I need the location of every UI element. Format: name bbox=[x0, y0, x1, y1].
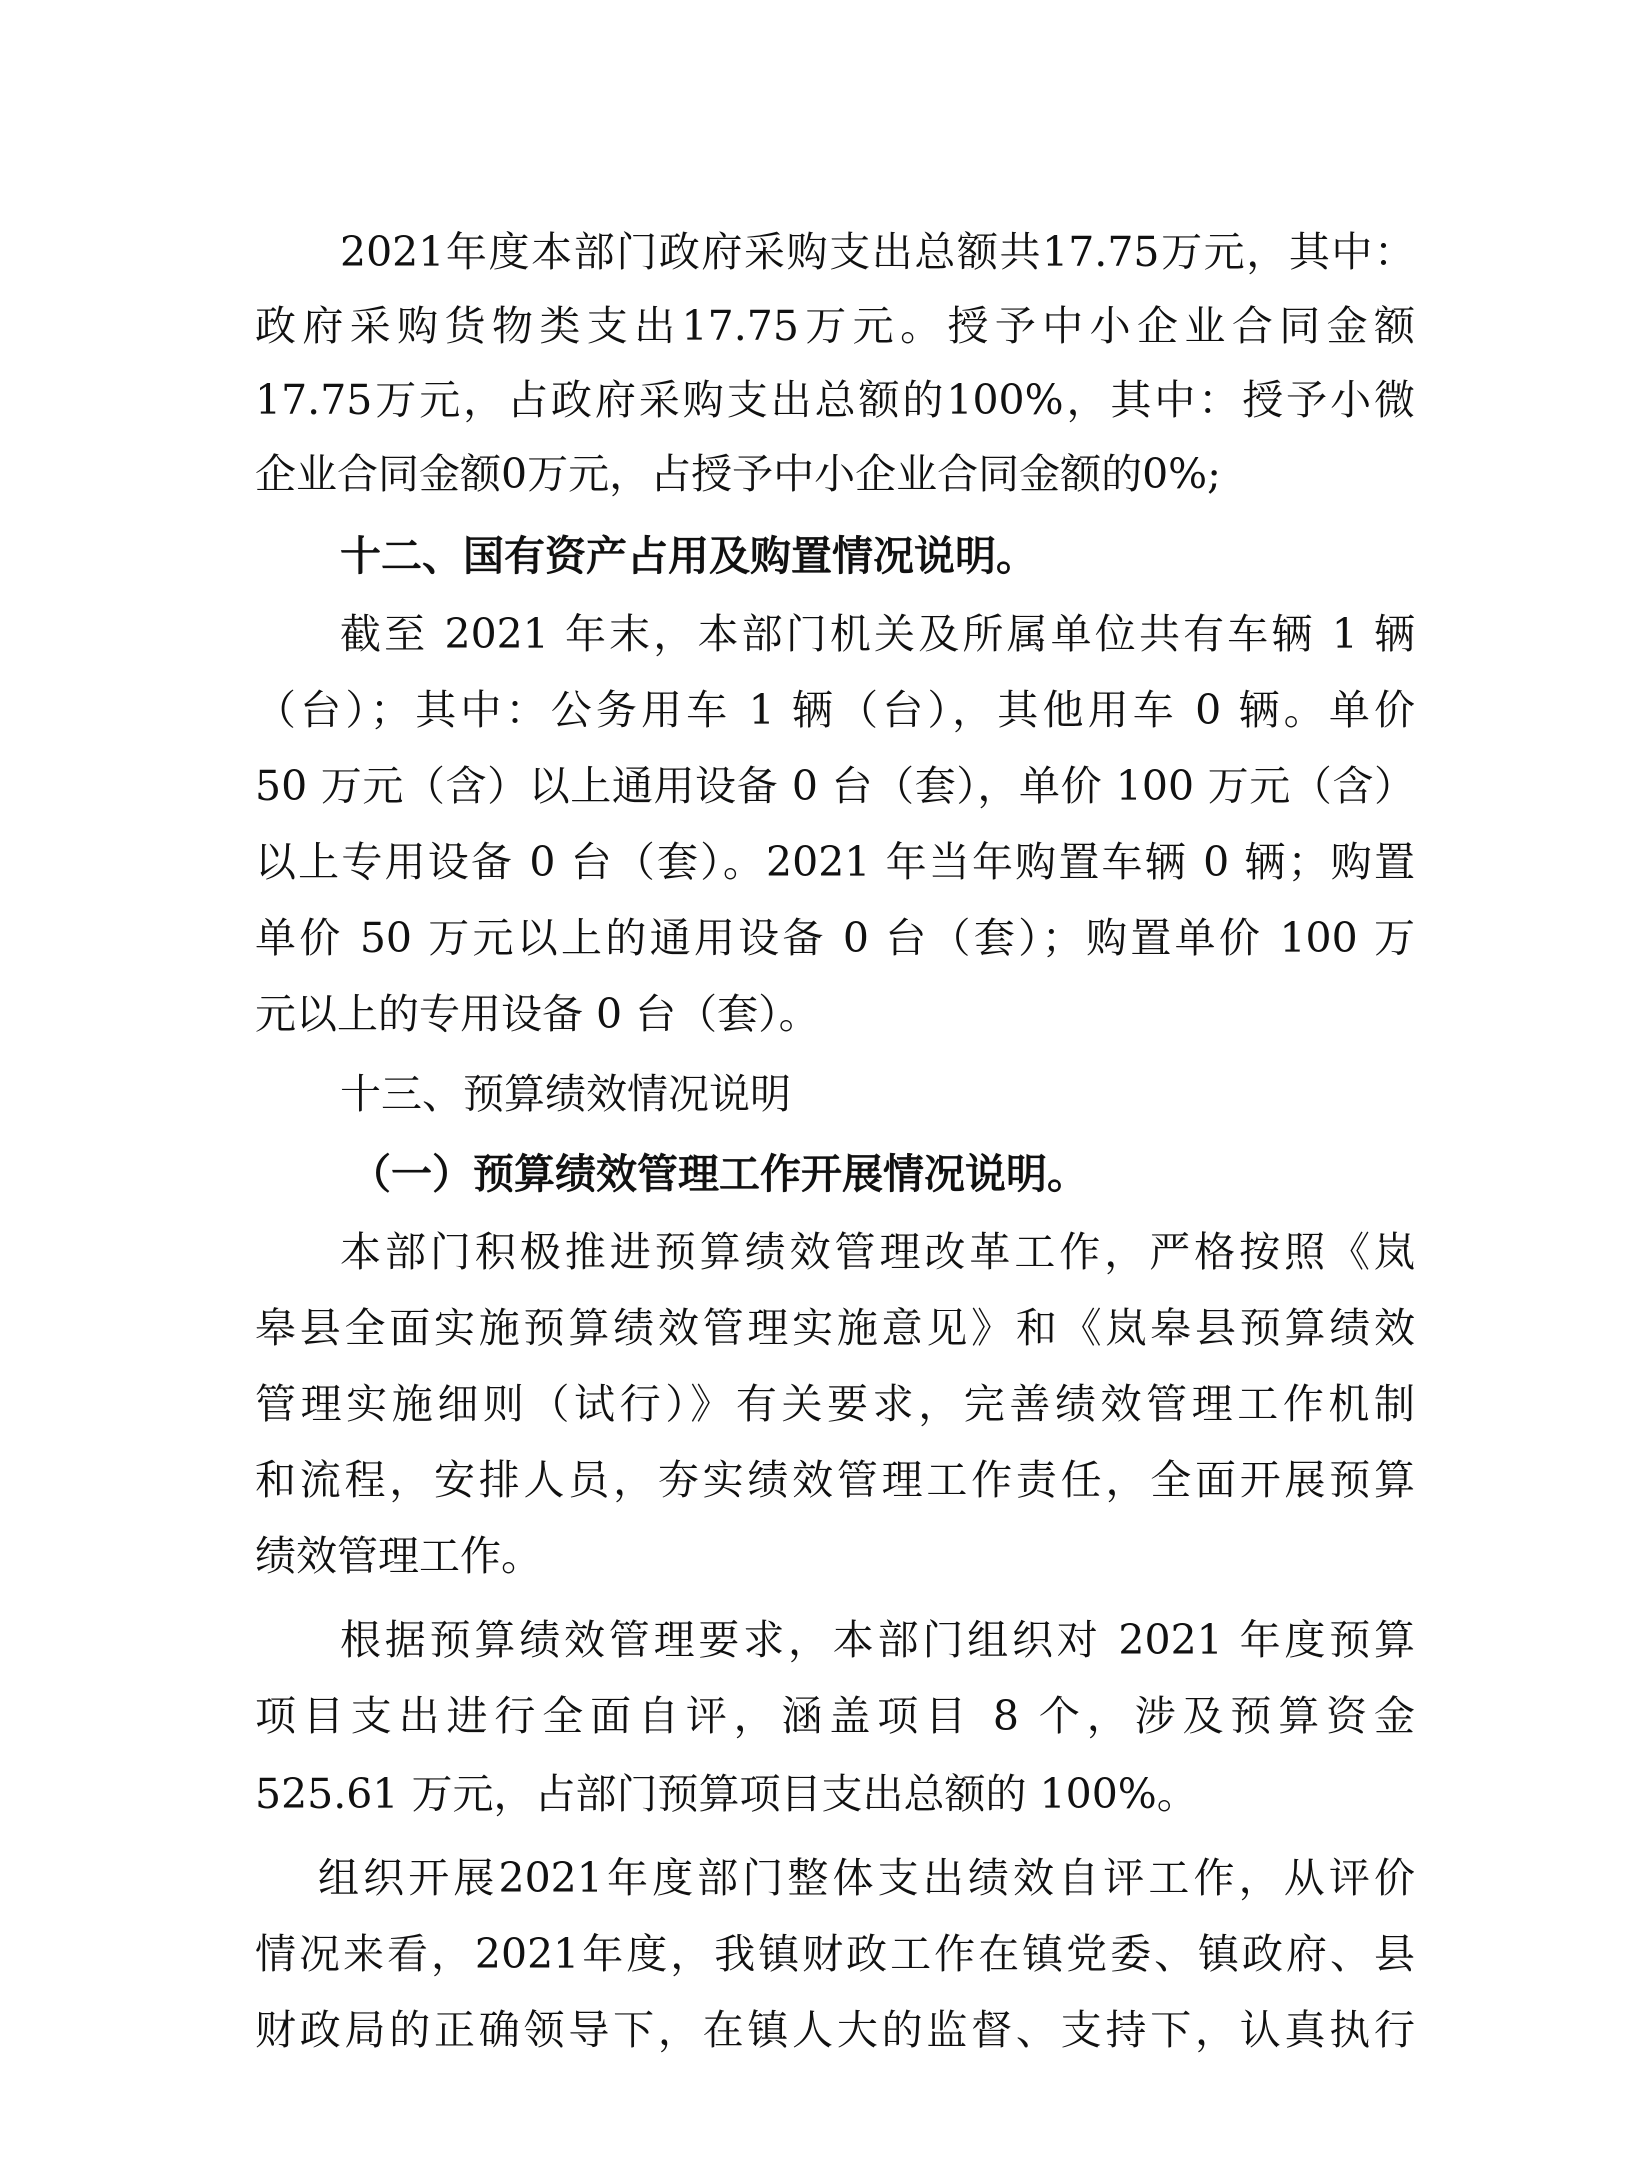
paragraph-line: 以上专用设备 0 台（套）。2021 年当年购置车辆 0 辆；购置 bbox=[255, 838, 1415, 886]
paragraph-line: 绩效管理工作。 bbox=[255, 1532, 542, 1580]
paragraph-line: 项目支出进行全面自评，涵盖项目 8 个，涉及预算资金 bbox=[255, 1692, 1415, 1740]
paragraph-line: （台）；其中：公务用车 1 辆（台），其他用车 0 辆。单价 bbox=[255, 686, 1415, 734]
paragraph-line: 本部门积极推进预算绩效管理改革工作，严格按照《岚 bbox=[340, 1228, 1415, 1276]
section-heading: 十二、国有资产占用及购置情况说明。 bbox=[340, 532, 1037, 580]
paragraph-line: 截至 2021 年末，本部门机关及所属单位共有车辆 1 辆 bbox=[340, 610, 1415, 658]
paragraph-line: 单价 50 万元以上的通用设备 0 台（套）；购置单价 100 万 bbox=[255, 914, 1415, 962]
paragraph-line: 和流程，安排人员，夯实绩效管理工作责任，全面开展预算 bbox=[255, 1456, 1415, 1504]
paragraph-line: 情况来看，2021年度，我镇财政工作在镇党委、镇政府、县 bbox=[255, 1930, 1415, 1978]
subsection-heading: （一）预算绩效管理工作开展情况说明。 bbox=[350, 1150, 1088, 1198]
paragraph-line: 根据预算绩效管理要求，本部门组织对 2021 年度预算 bbox=[340, 1616, 1415, 1664]
paragraph-line: 皋县全面实施预算绩效管理实施意见》和《岚皋县预算绩效 bbox=[255, 1304, 1415, 1352]
paragraph-line: 组织开展2021年度部门整体支出绩效自评工作，从评价 bbox=[318, 1854, 1415, 1902]
paragraph-line: 企业合同金额0万元，占授予中小企业合同金额的0%; bbox=[255, 450, 1221, 498]
paragraph-line: 17.75万元，占政府采购支出总额的100%，其中：授予小微 bbox=[255, 376, 1415, 424]
paragraph-line: 管理实施细则（试行）》有关要求，完善绩效管理工作机制 bbox=[255, 1380, 1415, 1428]
paragraph-line: 525.61 万元，占部门预算项目支出总额的 100%。 bbox=[255, 1770, 1198, 1818]
paragraph-line: 50 万元（含）以上通用设备 0 台（套），单价 100 万元（含） bbox=[255, 762, 1415, 810]
paragraph-line: 2021年度本部门政府采购支出总额共17.75万元，其中： bbox=[340, 228, 1415, 276]
paragraph-line: 元以上的专用设备 0 台（套）。 bbox=[255, 990, 820, 1038]
paragraph-line: 政府采购货物类支出17.75万元。授予中小企业合同金额 bbox=[255, 302, 1415, 350]
section-heading: 十三、预算绩效情况说明 bbox=[340, 1070, 791, 1118]
paragraph-line: 财政局的正确领导下，在镇人大的监督、支持下，认真执行 bbox=[255, 2006, 1415, 2054]
